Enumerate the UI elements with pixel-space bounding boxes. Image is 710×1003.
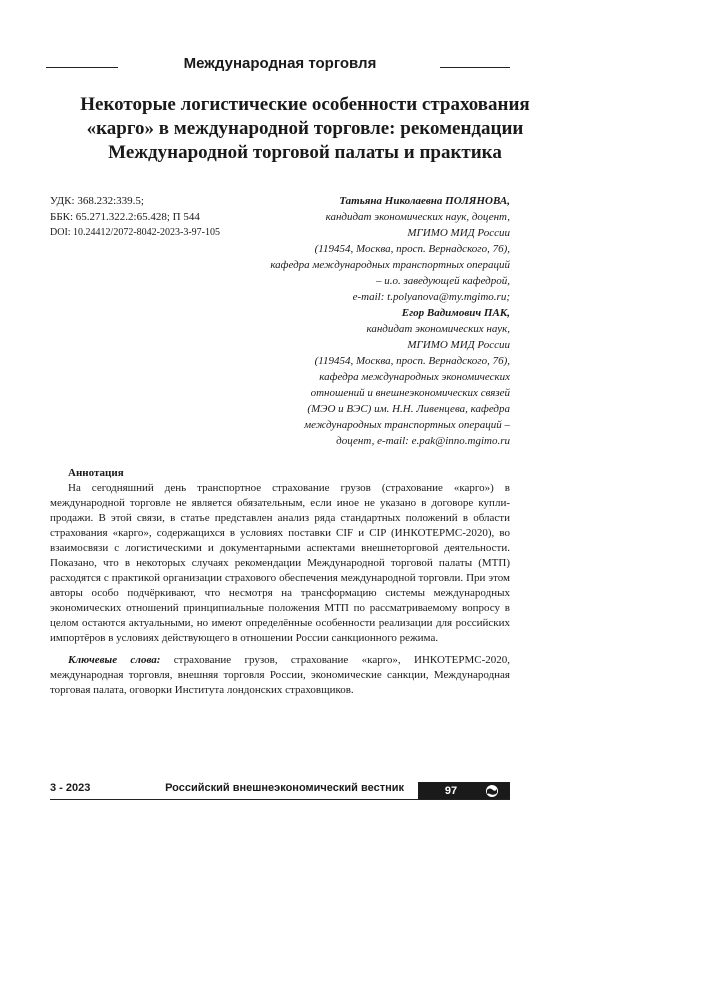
- author-line: кафедра международных транспортных операций: [270, 259, 510, 271]
- title-line: Международной торговой палаты и практика: [108, 142, 502, 163]
- page-number: 97: [444, 785, 458, 797]
- author-line: (119454, Москва, просп. Вернадского, 76),: [314, 243, 510, 255]
- author-line: отношений и внешнеэкономических связей: [310, 387, 510, 399]
- author-line: МГИМО МИД России: [407, 339, 510, 351]
- author-line: кафедра международных экономических: [319, 371, 510, 383]
- classification-codes: [50, 193, 220, 241]
- author-name: Татьяна Николаевна ПОЛЯНОВА,: [339, 195, 510, 207]
- title-line: Некоторые логистические особенности страхования: [80, 94, 530, 115]
- author-name: Егор Вадимович ПАК,: [401, 307, 510, 319]
- udk-code: УДК: 368.232:339.5;: [50, 195, 144, 207]
- issue-number: 3 - 2023: [50, 782, 91, 794]
- author-line: – и.о. заведующей кафедрой,: [375, 275, 510, 287]
- article-title: [40, 93, 570, 165]
- globe-icon: [484, 784, 500, 798]
- author-email: доцент, e-mail: e.pak@inno.mgimo.ru: [336, 435, 510, 447]
- author-line: МГИМО МИД России: [407, 227, 510, 239]
- keywords-label: Ключевые слова:: [68, 654, 161, 666]
- doi-code: DOI: 10.24412/2072-8042-2023-3-97-105: [50, 227, 220, 238]
- author-email: e-mail: t.polyanova@my.mgimo.ru;: [352, 291, 510, 303]
- header-rule-right: [440, 67, 510, 68]
- keywords-text: страхование грузов, страхование «карго», ИНКОТЕРМС-2020, международная торговля, внешняя торговля России, экономические санкции, Международная торговая палата, оговорки Института лондонских страховщиков.: [50, 654, 511, 696]
- header-rule-left: [46, 67, 118, 68]
- abstract-heading: Аннотация: [68, 467, 124, 479]
- keywords: [50, 653, 510, 698]
- author-line: (МЭО и ВЭС) им. Н.Н. Ливенцева, кафедра: [307, 403, 510, 415]
- abstract-text: На сегодняшний день транспортное страхование грузов (страхование «карго») в международной торговле не является обязательным, если иное не указано в договоре купли-продажи. В этой связи, в статье представлен анализ ряда стандартных положений в области страхования «карго», содержащихся в условиях поставки CIF и CIP (ИНКОТЕРМС-2020), во взаимосвязи с логистическими и документарными аспектами внешнеторговой деятельности. Показано, что в некоторых случаях рекомендации Международной торговой палаты (МТП) расходятся с практикой организации страхового обеспечения международной торговли. При этом авторы особо подчёркивают, что несмотря на трансформацию системы международных экономических отношений принципиальные положения МТП по рассматриваемому вопросу в целом остаются актуальными, но имеют определённые особенности реализации для российских импортёров в условиях действующего в отношении России санкционного режима.: [50, 482, 510, 644]
- author-line: кандидат экономических наук,: [366, 323, 510, 335]
- title-line: «карго» в международной торговле: рекомендации: [86, 118, 524, 139]
- authors-block: [210, 193, 510, 449]
- author-line: (119454, Москва, просп. Вернадского, 76),: [314, 355, 510, 367]
- page-number-box: [418, 782, 510, 800]
- bbk-code: ББК: 65.271.322.2:65.428; П 544: [50, 211, 200, 223]
- author-line: кандидат экономических наук, доцент,: [325, 211, 510, 223]
- section-title: Международная торговля: [183, 55, 377, 72]
- abstract: [50, 466, 510, 698]
- journal-name: Российский внешнеэкономический вестник: [165, 782, 404, 794]
- footer-rule: [50, 799, 510, 800]
- author-line: международных транспортных операций –: [304, 419, 510, 431]
